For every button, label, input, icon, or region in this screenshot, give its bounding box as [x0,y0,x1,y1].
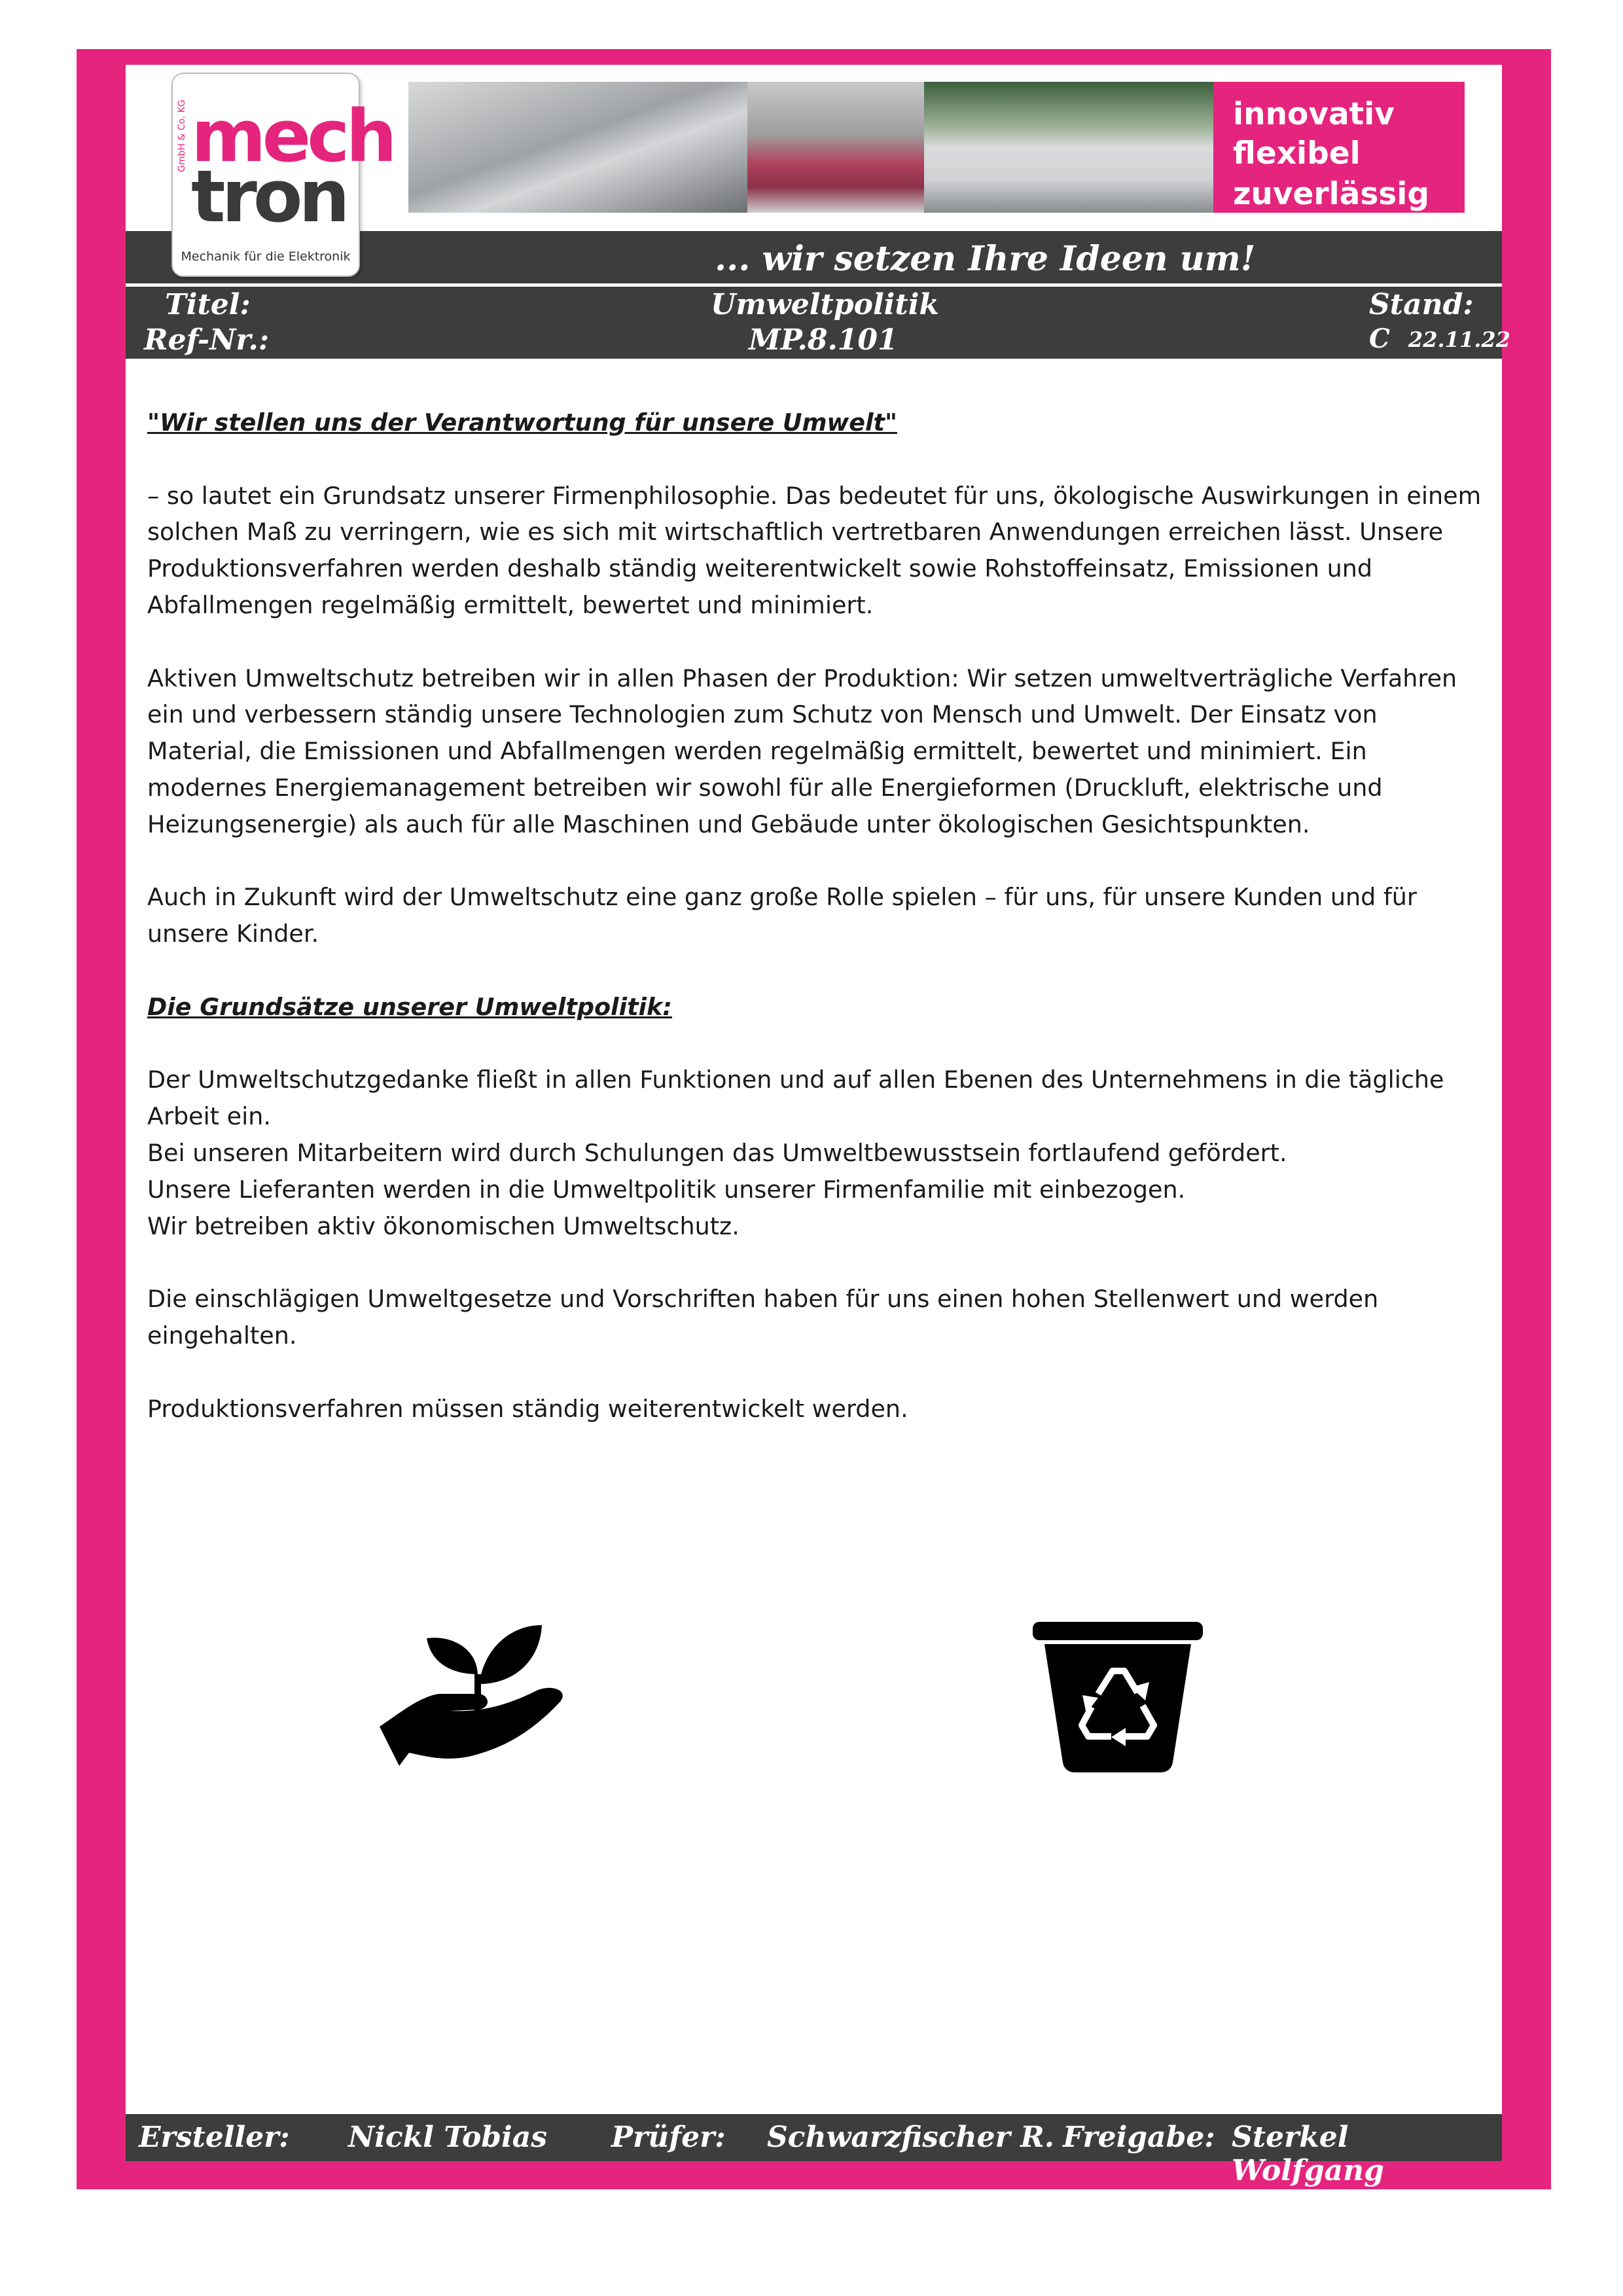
logo-subtitle: Mechanik für die Elektronik [181,249,351,264]
principle-2: Bei unseren Mitarbeitern wird durch Schulungen das Umweltbewusstsein fortlaufend gefördert. [147,1138,1287,1167]
company-logo [171,73,393,277]
hand-plant-icon [380,1622,569,1766]
logo-company-form: GmbH & Co. KG [177,99,187,172]
title-label: Titel: [165,288,251,321]
logo-word-tron: tron [191,154,346,238]
header-photo-strip [408,82,1465,213]
policy-quote: "Wir stellen uns der Verantwortung für unsere Umwelt" [147,408,897,437]
reviewer-name: Schwarzfischer R. [767,2121,1055,2154]
ref-number: MP.8.101 [749,323,898,357]
principle-1: Der Umweltschutzgedanke fließt in allen Funktionen und auf allen Ebenen des Unternehmens in die tägliche Arbeit ein. [147,1066,1444,1131]
building-photo [924,82,1213,213]
paragraph-closing: Produktionsverfahren müssen ständig weiterentwickelt werden. [147,1394,908,1423]
principle-4: Wir betreiben aktiv ökonomischen Umweltschutz. [147,1211,740,1240]
factory-photo [408,82,747,213]
stand-label: Stand: [1369,288,1474,321]
stand-date: 22.11.22 [1408,327,1510,352]
paragraph-laws: Die einschlägigen Umweltgesetze und Vorschriften haben für uns einen hohen Stellenwert und werden eingehalten. [147,1285,1379,1350]
ref-label: Ref-Nr.: [144,323,270,357]
title-block [126,285,1510,359]
release-name: Sterkel Wolfgang [1232,2121,1384,2187]
paragraph-intro: – so lautet ein Grundsatz unserer Firmenphilosophie. Das bedeutet für uns, ökologische Auswirkungen in einem solchen Maß zu verringern, wie es sich mit wirtschaftlich vertretbaren Anwendungen erreichen lässt. Unsere Produktionsverfahren werden deshalb ständig weiterentwickelt sowie Rohstoffeinsatz, Emissionen und Abfallmengen regelmäßig ermittelt, bewertet und minimiert. [147,481,1482,619]
team-photo [747,82,924,213]
stand-revision: C [1369,323,1390,354]
author-name: Nickl Tobias [348,2121,548,2154]
recycle-bin-icon [1033,1622,1203,1772]
document-title: Umweltpolitik [711,288,939,321]
paragraph-production: Aktiven Umweltschutz betreiben wir in allen Phasen der Produktion: Wir setzen umweltverträgliche Verfahren ein und verbessern ständig unsere Technologien zum Schutz von Mensch und Umwelt. Der Einsatz von Material, die Emissionen und Abfallmengen werden regelmäßig ermittelt, bewertet und minimiert. Ein modernes Energiemanagement betreiben wir sowohl für alle Energieformen (Druckluft, elektrische und Heizungsenergie) als auch für alle Maschinen und Gebäude unter ökologischen Gesichtspunkten. [147,664,1457,838]
slogan-1: innovativ [1233,96,1395,132]
policy-text [147,404,1482,1427]
slogan-box [1215,82,1465,213]
release-label: Freigabe: [1063,2121,1215,2154]
author-label: Ersteller: [139,2121,290,2154]
paragraph-future: Auch in Zukunft wird der Umweltschutz eine ganz große Rolle spielen – für uns, für unsere Kunden und für unsere Kinder. [147,883,1417,948]
slogan-3: zuverlässig [1233,176,1430,212]
logo-word-mech: mech [191,94,393,178]
slogan-2: flexibel [1233,135,1361,171]
principles-heading: Die Grundsätze unserer Umweltpolitik: [147,992,672,1021]
approval-footer [126,2112,1502,2187]
principle-3: Unsere Lieferanten werden in die Umweltpolitik unserer Firmenfamilie mit einbezogen. [147,1175,1186,1204]
tagline: ... wir setzen Ihre Ideen um! [715,239,1256,279]
reviewer-label: Prüfer: [611,2121,726,2154]
